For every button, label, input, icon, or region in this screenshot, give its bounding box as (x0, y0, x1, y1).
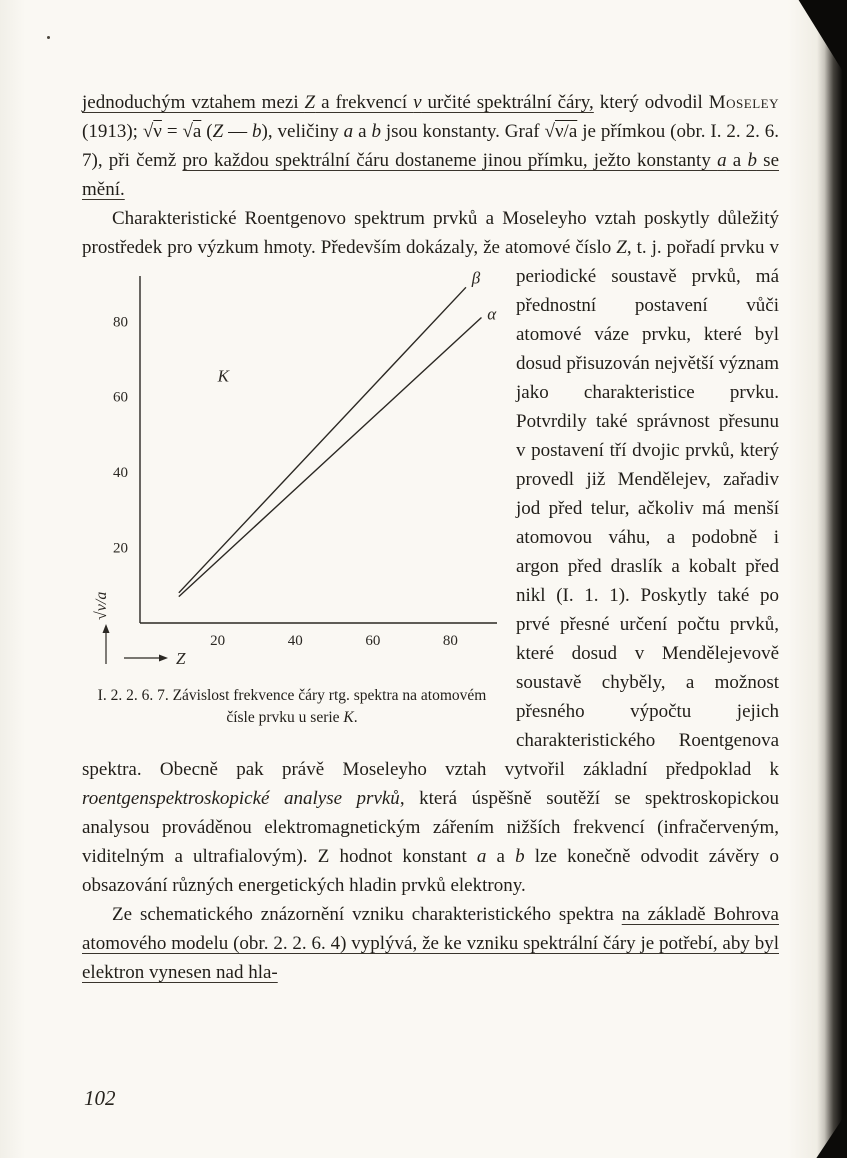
text-segment: a (353, 121, 372, 142)
text-segment: b (515, 846, 525, 867)
text-segment: roentgenspektroskopické analyse prvků (82, 788, 400, 809)
paragraph-bohr-model (82, 900, 779, 987)
text-segment: — (223, 121, 253, 142)
text-segment: ( (201, 121, 213, 142)
y-tick-label: 40 (113, 465, 128, 482)
text-segment: a (717, 150, 727, 171)
figure-block (82, 268, 502, 728)
x-tick-label: 80 (442, 633, 458, 649)
text-segment: a (486, 846, 516, 867)
text-segment: , která úspěšně soutěží se spektroskopickou analysou prováděnou elektromagnetickým zářením nižších frekvencí (infračerveným, viditelným a ultrafialovým). Z hodnot konstant (82, 788, 779, 867)
y-tick-label: 80 (113, 314, 128, 331)
text-column (82, 88, 779, 987)
paragraph-bohr-model-text (82, 904, 779, 983)
text-segment: Moseley (708, 92, 779, 113)
x-tick-label: 40 (287, 633, 303, 649)
text-segment: je přímkou (obr. I. 2. 2. 6. 7), při čemž (82, 121, 780, 171)
text-segment: Charakteristické Roentgenovo spektrum prvků a Moseleyho vztah poskytly důležitý prostředek pro výzkum hmoty. Především dokázaly, že atomové číslo (82, 208, 779, 258)
y-tick-label: 60 (113, 389, 128, 406)
y-axis-arrow-head (103, 624, 110, 633)
text-segment: √ν/a (544, 121, 578, 142)
text-segment: a frekvencí (315, 92, 414, 113)
text-segment: Z (616, 237, 627, 258)
text-segment: se mění. (82, 150, 780, 200)
scan-edge-right (817, 0, 847, 1158)
text-segment: a (343, 121, 354, 142)
x-axis-arrow-head (159, 655, 168, 662)
text-segment: určité spektrální čáry, (421, 92, 594, 113)
text-segment: který odvodil (593, 92, 709, 113)
series-labels (217, 269, 498, 386)
text-segment: K (343, 708, 354, 726)
text-segment: I. 2. 2. 6. 7. Závislost frekvence čáry rtg. spektra na atomovém čísle prvku u serie (97, 687, 487, 726)
scan-speck (47, 36, 50, 39)
text-segment: jednoduchým vztahem mezi (82, 92, 305, 113)
text-segment: a (476, 846, 487, 867)
series-line-β (179, 287, 466, 593)
text-segment: . (353, 708, 358, 726)
text-segment: b (747, 150, 757, 171)
text-segment: Ze schematického znázornění vzniku charakteristického spektra (112, 904, 622, 925)
chart-annotation-K: K (217, 366, 229, 386)
text-segment: b (252, 121, 262, 142)
text-segment: a (726, 150, 748, 171)
text-segment: lze konečně odvodit závěry o obsazování různých energetických hladin prvků elektrony. (82, 846, 779, 896)
text-segment: ν (413, 92, 422, 113)
text-segment: √a (182, 121, 202, 142)
x-axis-label: Z (176, 649, 186, 668)
x-tick-label: 20 (210, 633, 226, 649)
text-segment: (1913); (82, 121, 143, 142)
moseley-chart (82, 268, 502, 673)
text-segment: Z (304, 92, 316, 113)
x-tick-label: 60 (365, 633, 381, 649)
text-segment: = (161, 121, 183, 142)
paragraph-moseley-law-text (82, 92, 779, 200)
chart-annotation-α: α (487, 304, 497, 324)
text-segment: b (371, 121, 381, 142)
y-axis-label-group (93, 592, 110, 620)
text-segment: √ν (142, 121, 162, 142)
x-axis-tick-labels (210, 633, 458, 649)
series-line-α (179, 317, 482, 596)
text-segment: jsou konstanty. Graf (380, 121, 545, 142)
text-segment: Z (212, 121, 224, 142)
y-axis-label: √ν/a (93, 591, 110, 620)
y-tick-label: 20 (113, 540, 128, 557)
paragraph-roentgen-spectrum (82, 204, 779, 900)
text-segment: , t. j. pořadí prvku v periodické soustavě prvků, má (516, 237, 779, 287)
chart-annotation-β: β (471, 268, 481, 288)
paragraph-moseley-law (82, 88, 779, 204)
text-segment: pro každou spektrální čáru dostaneme jinou přímku, ježto konstanty (182, 150, 718, 171)
page-number: 102 (84, 1086, 116, 1110)
figure-caption (96, 685, 488, 728)
series-lines (179, 287, 482, 596)
text-segment: přednostní postavení vůči atomové váze prvku, které byl dosud přisuzován největší význam jako charakteristice prvku. Potvrdily také správnost přesunu v postavení tří dvojic prvků, který provedl již Mendělejev, zařadiv jod před telur, ačkoliv má menší atomovou váhu, a podobně i argon před draslík a kobalt před nikl (I. 1. 1). Poskytly také po prvé přesné určení počtu prvků, které dosud v Mendělejevově soustavě chyběly, a možnost přesného výpočtu jejich charakteristického Roentgenova spektra. Obecně pak právě Moseleyho vztah vytvořil základní předpoklad k (82, 295, 779, 780)
y-axis-tick-labels (113, 314, 128, 556)
text-segment: ), veličiny (261, 121, 344, 142)
text-segment: na základě Bohrova atomového modelu (obr. 2. 2. 6. 4) vyplývá, že ke vzniku spektrální čáry je potřebí, aby byl elektron vynesen nad hla- (82, 904, 779, 983)
